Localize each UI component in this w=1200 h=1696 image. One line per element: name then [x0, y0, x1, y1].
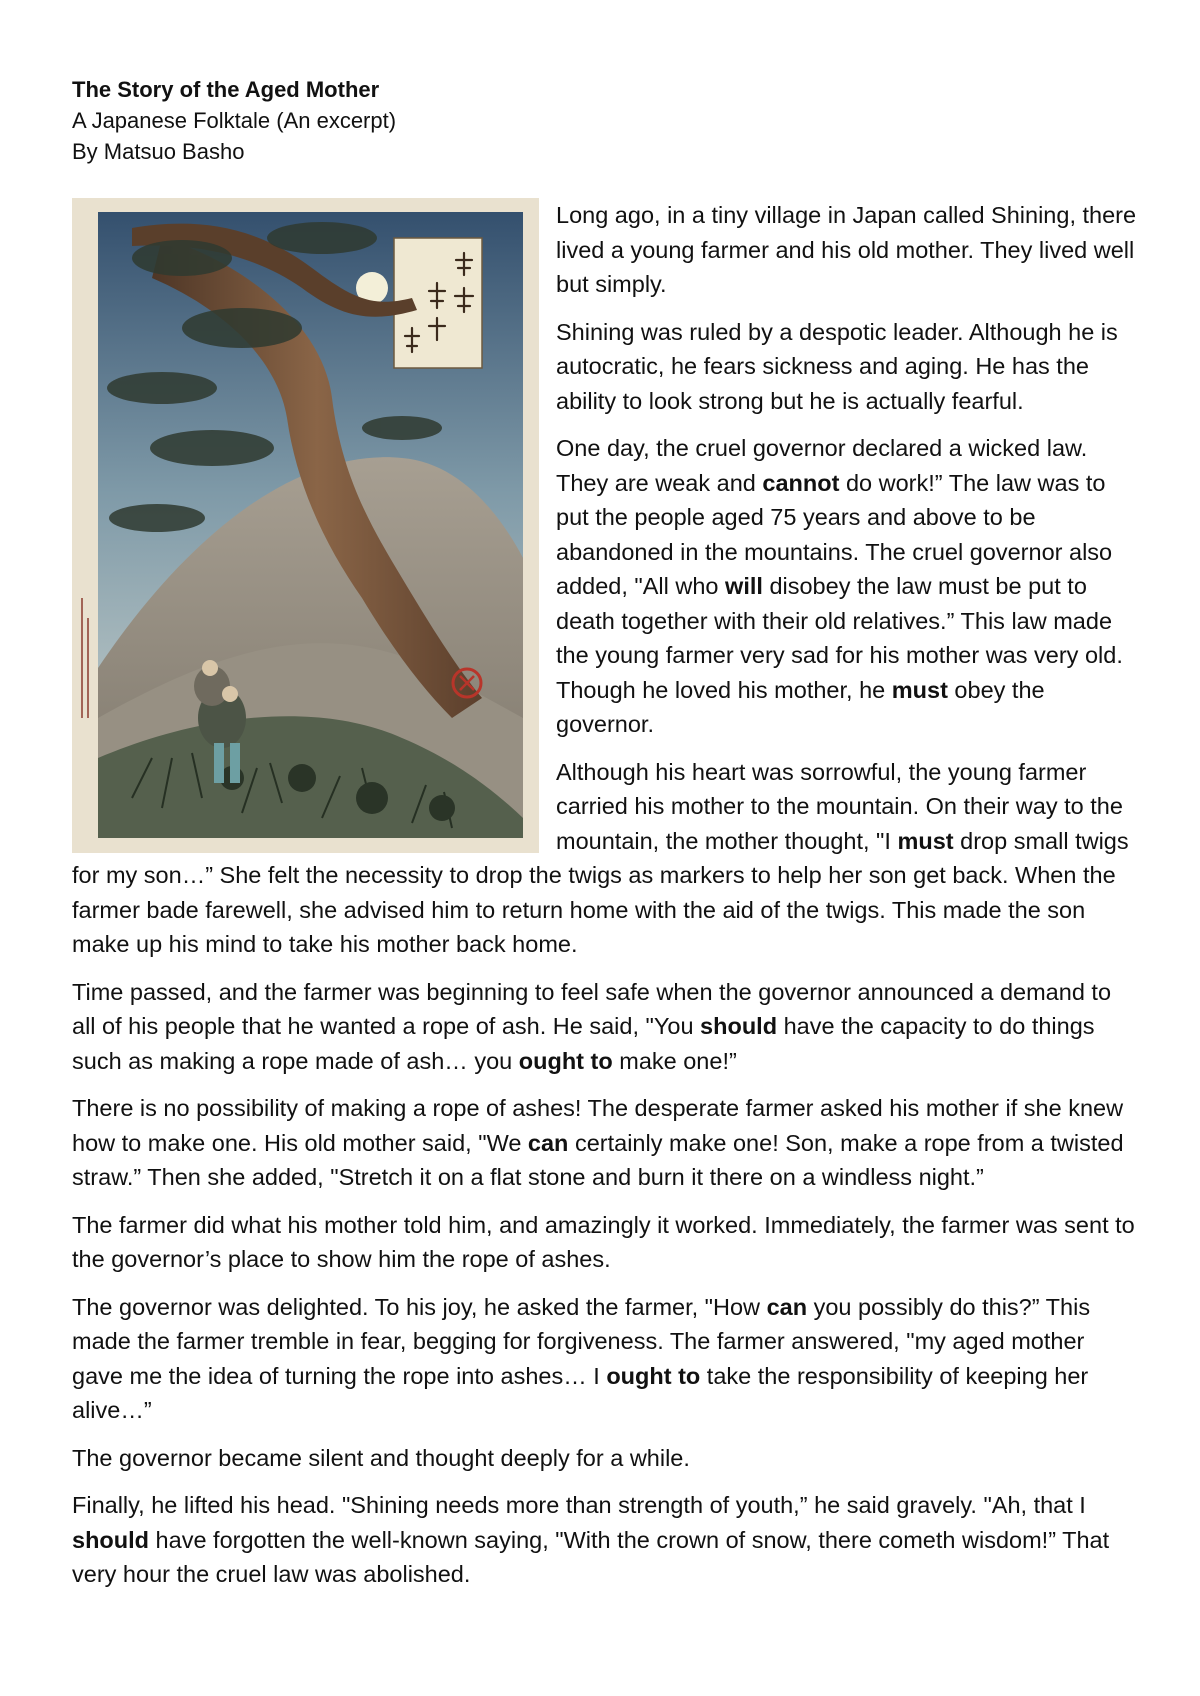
paragraph-text: have the capacity to do things such as making a rope made of ash… you	[72, 1013, 1095, 1074]
emphasized-modal-verb: must	[897, 827, 954, 854]
paragraph-text: do work!” The law was to put the people aged 75 years and above to be abandoned in the mountains. The cruel governor also added, "All who	[556, 469, 1113, 599]
story-paragraph	[72, 975, 1140, 1079]
story-paragraph	[72, 1208, 1140, 1277]
paragraph-text: you possibly do this?” This made the farmer tremble in fear, begging for forgiveness. The farmer answered, "my aged mother gave me the idea of turning the rope into ashes… I	[72, 1293, 1091, 1389]
document-title: The Story of the Aged Mother	[72, 77, 380, 102]
paragraph-text: take the responsibility of keeping her alive…”	[72, 1362, 1089, 1423]
emphasized-modal-verb: should	[72, 1526, 150, 1553]
document-subtitle: A Japanese Folktale (An excerpt)	[72, 108, 397, 133]
story-body	[72, 198, 1140, 1605]
document-header	[72, 74, 772, 167]
paragraph-text: drop small twigs for my son…” She felt the necessity to drop the twigs as markers to help her son get back. When the farmer bade farewell, she advised him to return home with the aid of the twigs. This made the son make up his mind to take his mother back home.	[72, 827, 1129, 957]
emphasized-modal-verb: can	[527, 1129, 569, 1156]
story-paragraph	[72, 1441, 1140, 1476]
paragraph-text: The farmer did what his mother told him, and amazingly it worked. Immediately, the farmer was sent to the governor’s place to show him the rope of ashes.	[72, 1211, 1135, 1272]
paragraph-text: obey the governor.	[556, 676, 1045, 737]
paragraph-text: Long ago, in a tiny village in Japan called Shining, there lived a young farmer and his old mother. They lived well but simply.	[556, 202, 1137, 297]
document-author: By Matsuo Basho	[72, 139, 245, 164]
story-paragraph	[72, 1290, 1140, 1428]
emphasized-modal-verb: must	[891, 676, 948, 703]
paragraph-text: disobey the law must be put to death together with their old relatives.” This law made the young farmer very sad for his mother was very old. Though he loved his mother, he	[556, 573, 1123, 703]
woodblock-print-illustration	[72, 198, 539, 853]
paragraph-text: Time passed, and the farmer was beginning to feel safe when the governor announced a demand to all of his people that he wanted a rope of ash. He said, "You	[72, 978, 1112, 1039]
paragraph-text: There is no possibility of making a rope of ashes! The desperate farmer asked his mother if she knew how to make one. His old mother said, "We	[72, 1095, 1124, 1156]
emphasized-modal-verb: will	[725, 573, 763, 599]
emphasized-modal-verb: can	[766, 1293, 808, 1320]
paragraph-text: The governor became silent and thought deeply for a while.	[72, 1444, 690, 1471]
emphasized-modal-verb: should	[700, 1013, 778, 1039]
paragraph-text: One day, the cruel governor declared a wicked law. They are weak and	[556, 435, 1088, 496]
paragraph-text: certainly make one! Son, make a rope from a twisted straw.” Then she added, "Stretch it on a flat stone and burn it there on a windless night.”	[72, 1129, 1124, 1190]
emphasized-modal-verb: ought to	[606, 1362, 701, 1389]
paragraph-text: have forgotten the well-known saying, "With the crown of snow, there cometh wisdom!” That very hour the cruel law was abolished.	[72, 1526, 1110, 1587]
emphasized-modal-verb: cannot	[762, 469, 840, 496]
paragraph-text: Finally, he lifted his head. "Shining needs more than strength of youth,” he said gravely. "Ah, that I	[72, 1492, 1086, 1518]
paragraph-text: Shining was ruled by a despotic leader. Although he is autocratic, he fears sickness and aging. He has the ability to look strong but he is actually fearful.	[556, 318, 1118, 414]
paragraph-text: The governor was delighted. To his joy, he asked the farmer, "How	[72, 1293, 767, 1320]
paragraph-text: make one!”	[612, 1047, 737, 1074]
story-paragraph	[72, 1091, 1140, 1195]
paragraph-text: Although his heart was sorrowful, the young farmer carried his mother to the mountain. On their way to the mountain, the mother thought, "I	[556, 758, 1123, 854]
emphasized-modal-verb: ought to	[518, 1047, 613, 1074]
story-paragraph	[72, 1488, 1140, 1592]
